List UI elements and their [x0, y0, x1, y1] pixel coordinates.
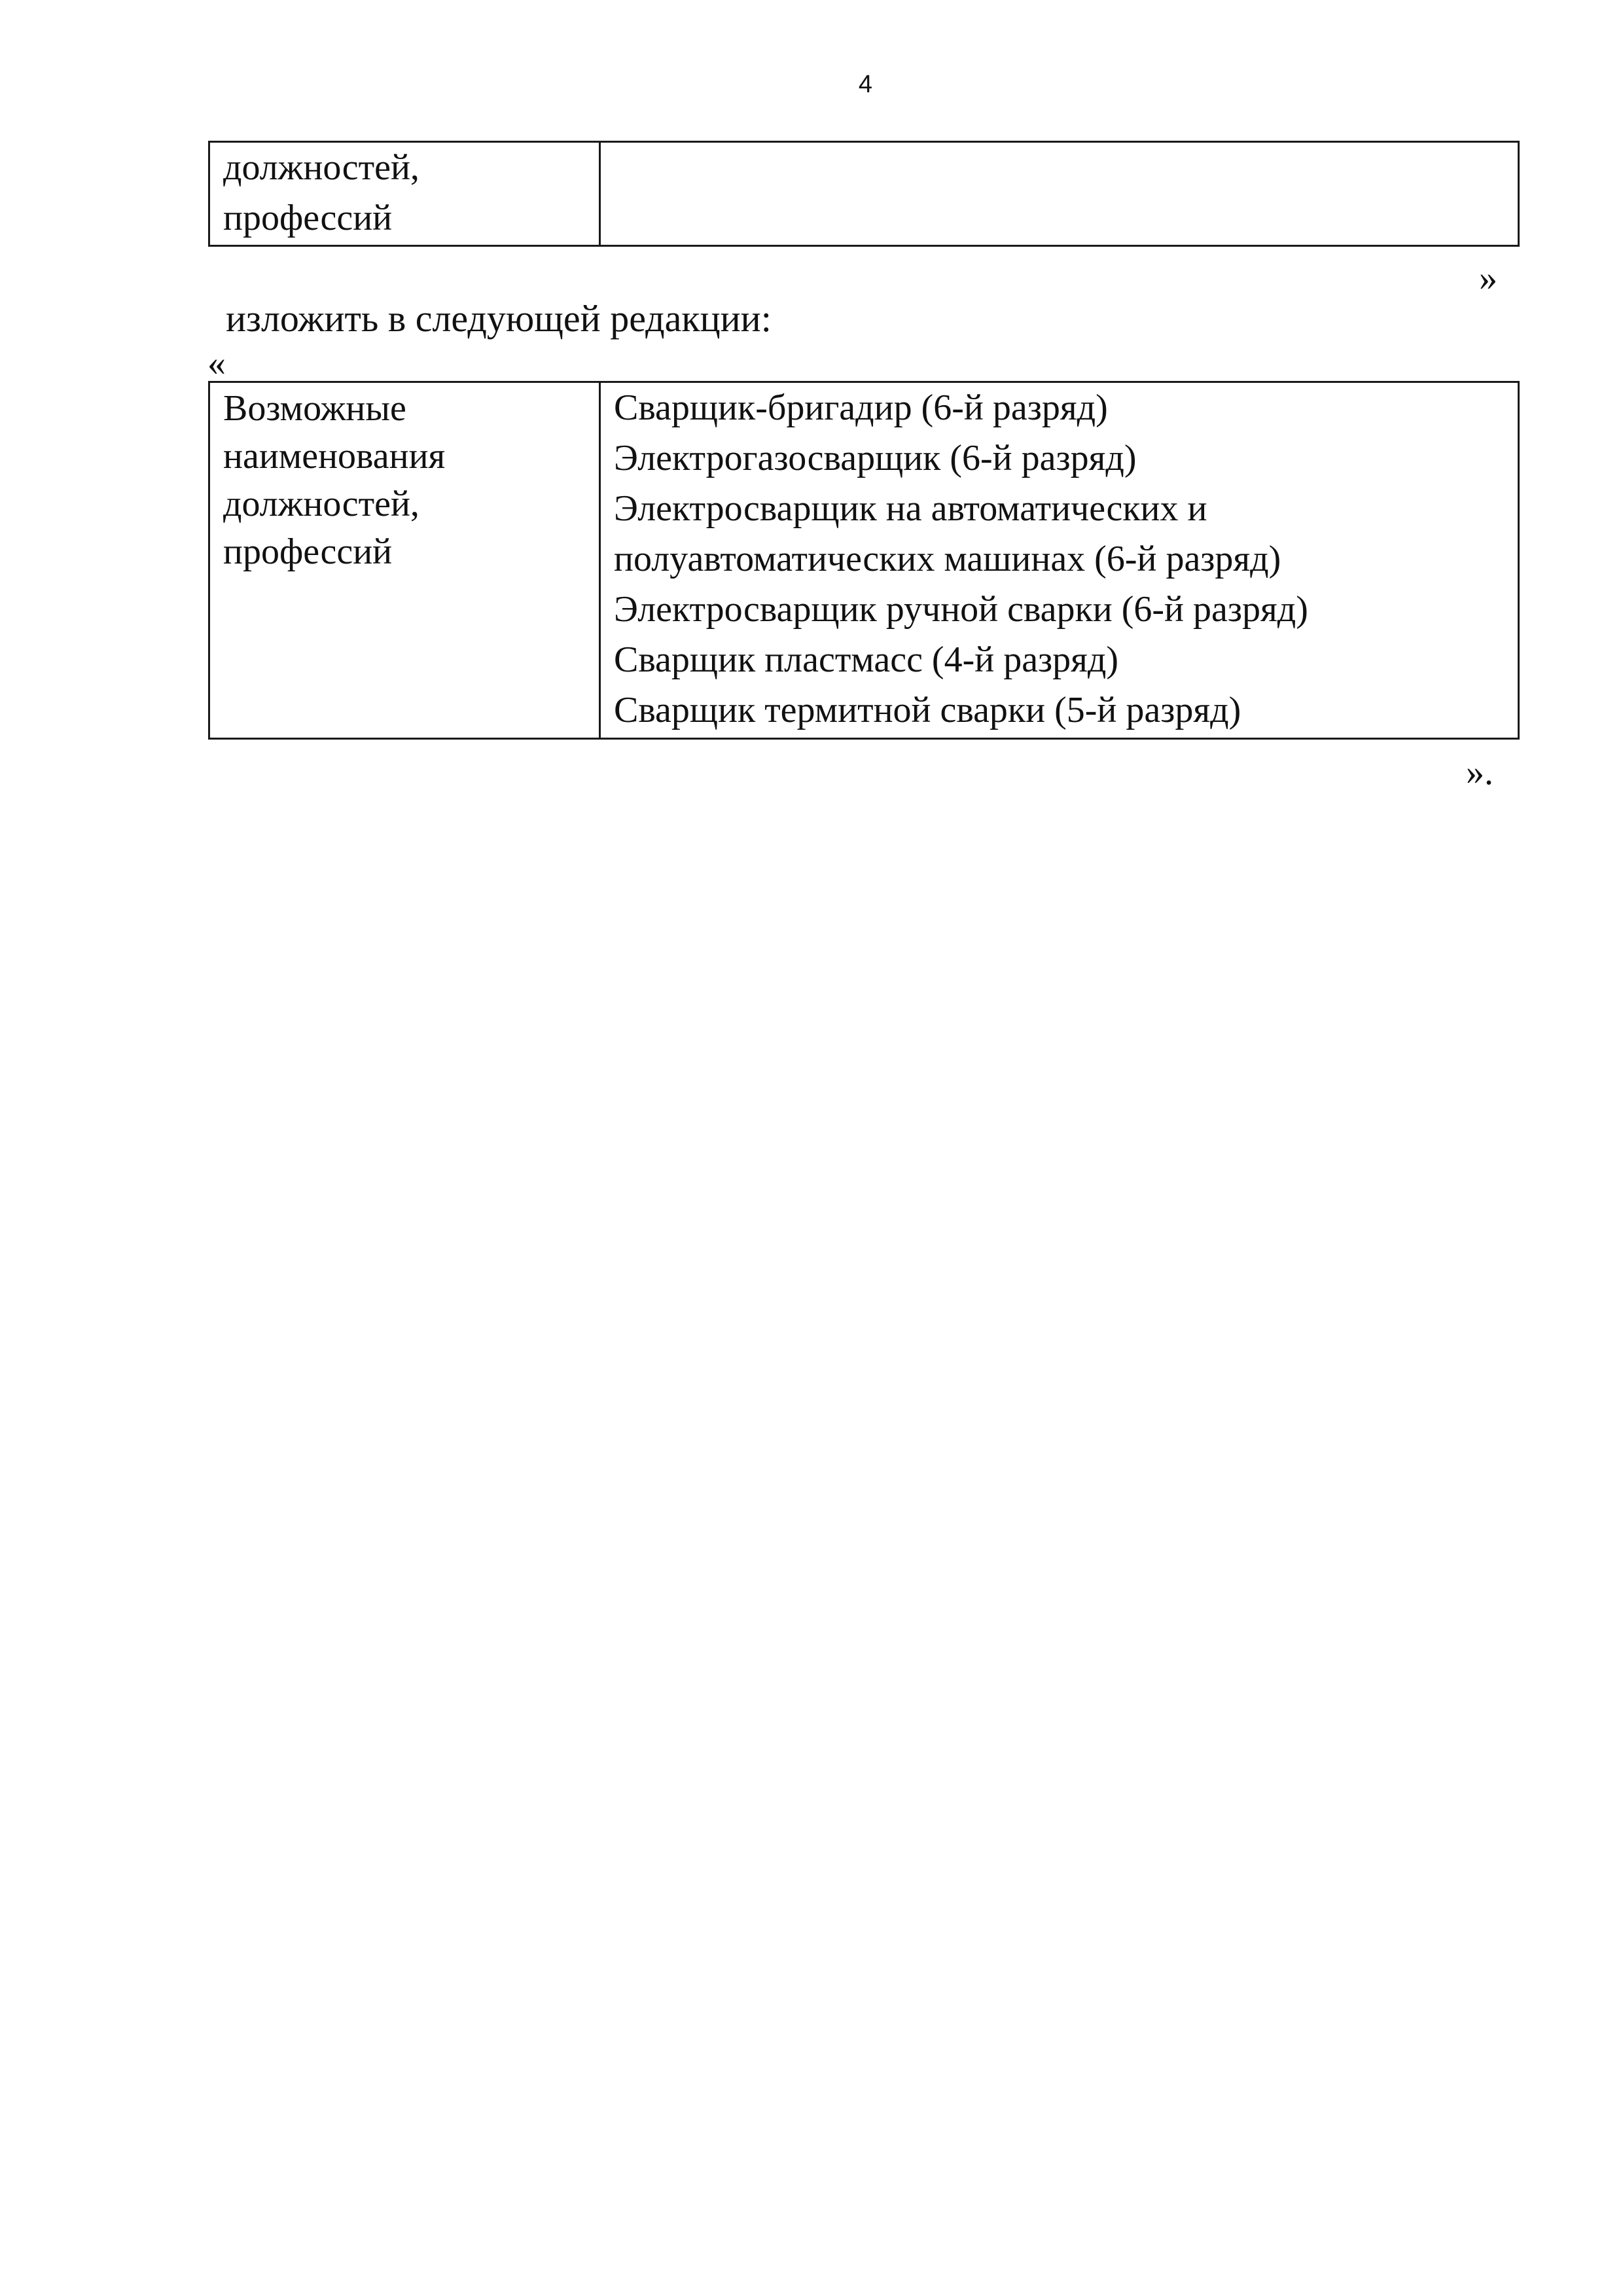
cell-line: профессий	[223, 198, 393, 238]
table-row	[209, 382, 1519, 739]
new-table-right-cell	[600, 382, 1519, 739]
new-table	[208, 381, 1520, 740]
cell-line: Возможные	[223, 388, 406, 429]
cell-line: должностей,	[223, 147, 419, 188]
old-table-fragment	[208, 141, 1520, 247]
closing-quote: »	[1479, 258, 1497, 298]
profession-item: Сварщик-бригадир (6-й разряд)	[614, 387, 1108, 428]
profession-item: Электросварщик ручной сварки (6-й разряд)	[614, 589, 1308, 630]
old-table-right-cell	[600, 142, 1519, 246]
profession-item: Электрогазосварщик (6-й разряд)	[614, 438, 1137, 478]
profession-item: полуавтоматических машинах (6-й разряд)	[614, 539, 1281, 579]
intro-text: изложить в следующей редакции:	[226, 297, 772, 340]
table-row	[209, 142, 1519, 246]
profession-item: Сварщик термитной сварки (5-й разряд)	[614, 690, 1241, 730]
cell-line: наименования	[223, 436, 446, 476]
opening-quote: «	[207, 343, 226, 384]
profession-item: Электросварщик на автоматических и	[614, 488, 1207, 529]
new-table-left-cell	[209, 382, 600, 739]
cell-line: профессий	[223, 531, 393, 572]
closing-quote-final: ».	[1466, 752, 1493, 793]
old-table-left-cell	[209, 142, 600, 246]
profession-item: Сварщик пластмасс (4-й разряд)	[614, 639, 1119, 680]
page-number: 4	[858, 71, 873, 98]
cell-line: должностей,	[223, 484, 419, 524]
